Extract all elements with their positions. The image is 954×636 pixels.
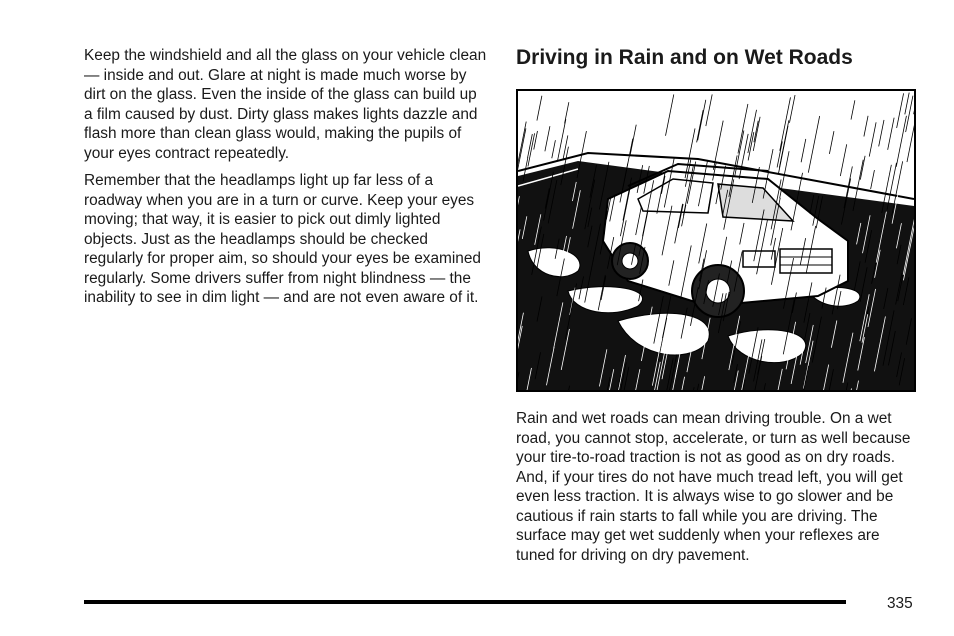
suv-in-rain-drawing <box>518 91 914 390</box>
paragraph-wet-roads: Rain and wet roads can mean driving trouble. On a wet road, you cannot stop, accelerate, or turn as well because your tire-to-road traction is not as good as on dry roads. And, if your tires do not have much tread left, you will get even less traction. It is always wise to go slower and be cautious if rain starts to fall while you are driving. The surface may get wet suddenly when your reflexes are tuned for driving on dry pavement. <box>516 410 911 564</box>
right-column <box>516 44 916 565</box>
left-column <box>84 46 489 308</box>
rain-driving-illustration <box>516 89 916 392</box>
section-heading: Driving in Rain and on Wet Roads <box>516 46 853 69</box>
page-number: 335 <box>887 595 913 612</box>
paragraph-windshield: Keep the windshield and all the glass on your vehicle clean — inside and out. Glare at night is made much worse by dirt on the glass. Even the inside of the glass can build up a film caused by dust. Dirty glass makes lights dazzle and flash more than clean glass would, making the pupils of your eyes contract repeatedly. <box>84 47 487 162</box>
paragraph-headlamps: Remember that the headlamps light up far less of a roadway when you are in a turn or curve. Keep your eyes moving; that way, it is easier to pick out dimly lighted objects. Just as the headlamps should be checked regularly for proper aim, so should your eyes be examined regularly. Some drivers suffer from night blindness — the inability to see in dim light — and are not even aware of it. <box>84 172 481 306</box>
footer-rule <box>84 600 846 604</box>
